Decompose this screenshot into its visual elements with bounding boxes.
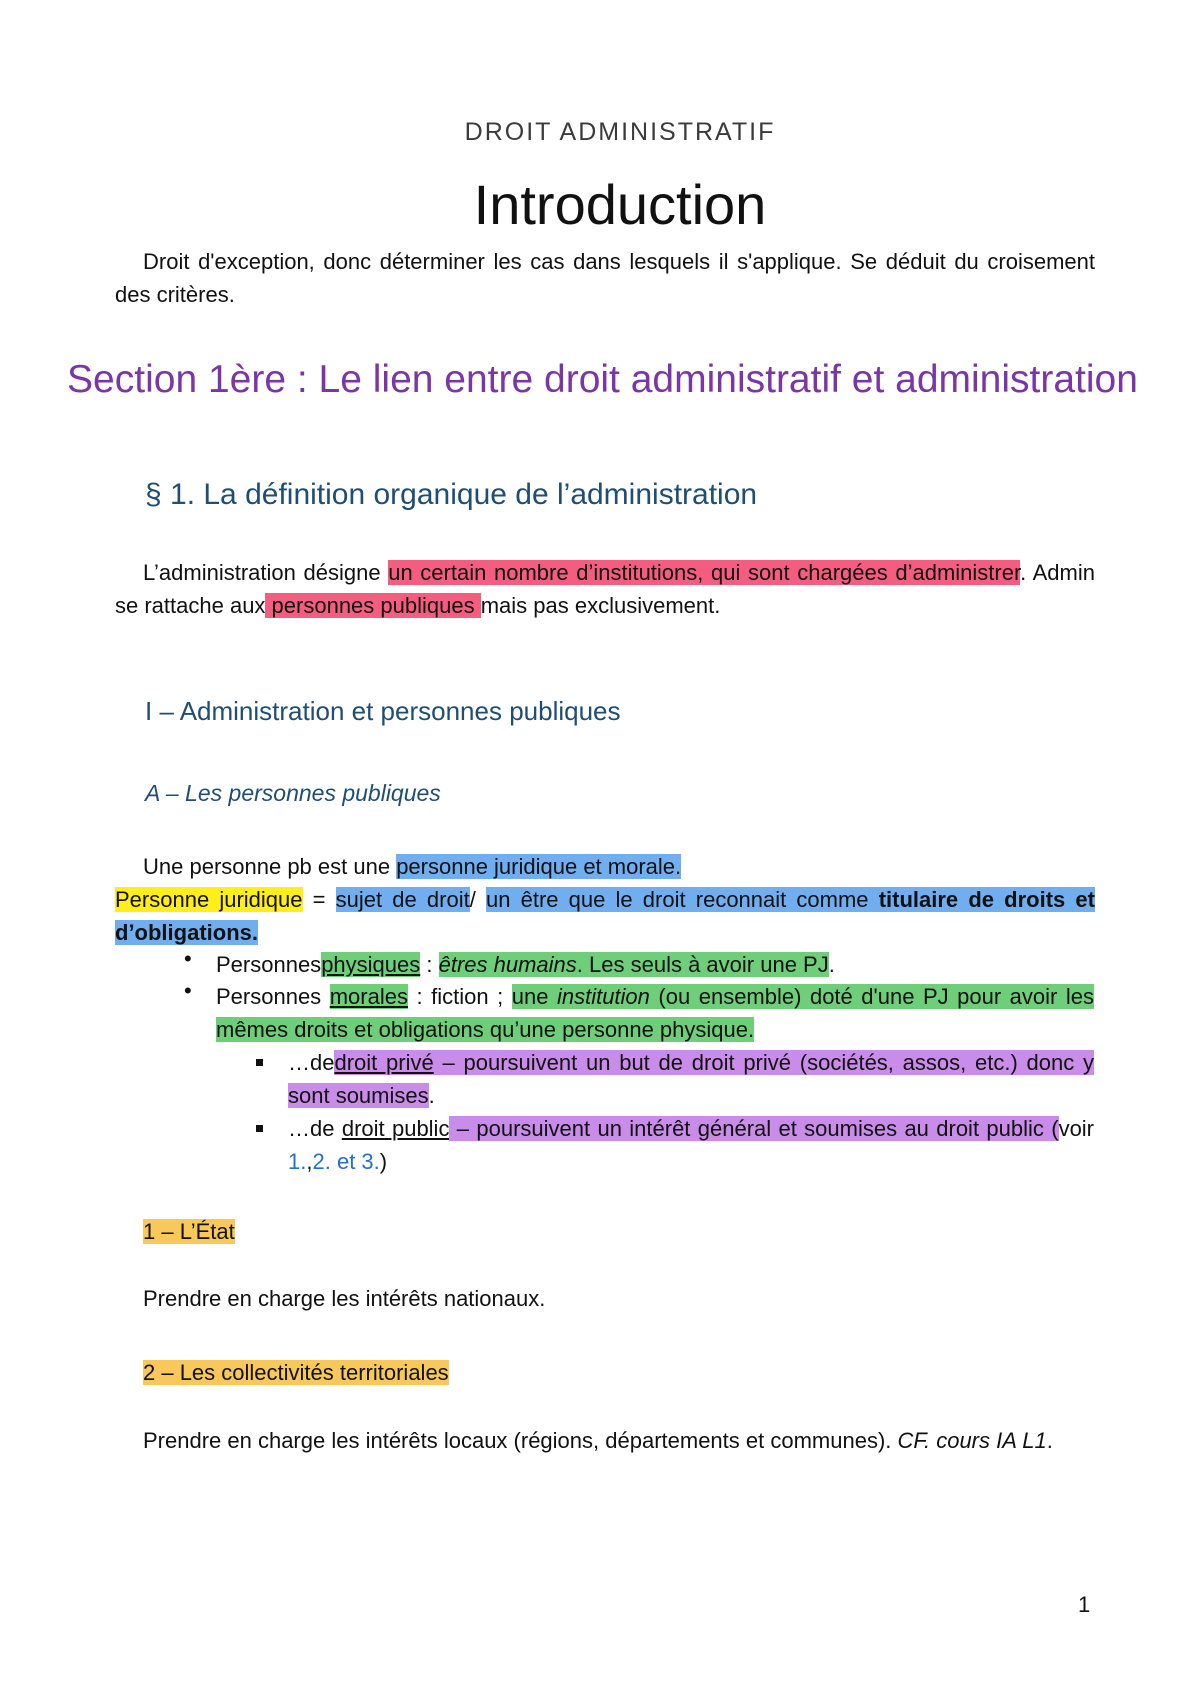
highlight-green: institution xyxy=(556,984,650,1009)
text-run: ) xyxy=(379,1149,388,1174)
part-heading: I – Administration et personnes publiques xyxy=(145,696,621,726)
collectivites-text xyxy=(115,1424,1095,1457)
text-run: Une personne pb est une xyxy=(143,854,397,879)
text-run: Personnes xyxy=(216,952,322,977)
bullet-dot-icon: • xyxy=(184,946,192,971)
highlight-orange: 1 – L’État xyxy=(143,1219,235,1244)
highlight-red: personnes publiques xyxy=(265,593,481,618)
text-run: …de xyxy=(288,1116,342,1141)
highlight-blue-bold: titulaire de droits et d’obligations. xyxy=(115,887,1095,945)
highlight-green: . Les seuls à avoir une PJ xyxy=(576,952,829,977)
highlight-blue: un être que le droit reconnait comme xyxy=(485,887,879,912)
bullet-dot-icon: • xyxy=(184,978,192,1003)
highlight-purple: droit privé xyxy=(334,1050,434,1075)
bullet-morales xyxy=(216,980,1094,1046)
highlight-green: physiques xyxy=(321,952,421,977)
text-run: L’administration désigne xyxy=(143,560,389,585)
document-label: DROIT ADMINISTRATIF xyxy=(464,118,776,146)
subheading-etat xyxy=(143,1217,235,1247)
highlight-green: êtres humains xyxy=(438,952,577,977)
text-run: mais pas exclusivement. xyxy=(480,593,721,618)
text-run: Prendre en charge les intérêts locaux (régions, départements et communes). xyxy=(143,1428,898,1453)
bullet-physiques xyxy=(216,948,1094,981)
paragraph-title: § 1. La définition organique de l’administration xyxy=(145,478,758,511)
bullet-square-icon xyxy=(256,1125,263,1132)
link-and: et xyxy=(330,1149,362,1174)
section-title: Section 1ère : Le lien entre droit administratif et administration xyxy=(67,358,1138,401)
link-2[interactable]: 2. xyxy=(312,1149,331,1174)
text-run: voir xyxy=(1058,1116,1095,1141)
link-3[interactable]: 3. xyxy=(361,1149,380,1174)
highlight-purple: – poursuivent un but de droit privé (sociétés, assos, etc.) donc y sont soumises xyxy=(288,1050,1095,1108)
personne-paragraph xyxy=(115,850,1095,949)
text-run: = xyxy=(302,887,336,912)
link-1[interactable]: 1. xyxy=(288,1149,307,1174)
text-run: : xyxy=(420,952,439,977)
reference-text: CF. cours IA L1 xyxy=(897,1428,1047,1453)
document-title: Introduction xyxy=(473,173,767,236)
text-run: . Admin se rattache aux xyxy=(115,560,1095,618)
text-run: …de xyxy=(288,1050,335,1075)
highlight-yellow: Personne juridique xyxy=(115,887,303,912)
intro-paragraph: Droit d'exception, donc déterminer les cas dans lesquels il s'applique. Se déduit du croisement des critères. xyxy=(115,249,1095,307)
highlight-red: un certain nombre d’institutions, qui sont chargées d’administrer xyxy=(388,560,1021,585)
text-run: / xyxy=(469,887,486,912)
bullet-droit-public xyxy=(288,1112,1094,1178)
underlined-text: droit public xyxy=(341,1116,450,1141)
highlight-purple: – poursuivent un intérêt général et soumises au droit public ( xyxy=(449,1116,1059,1141)
page-number: 1 xyxy=(1078,1592,1091,1617)
subsection-heading: A – Les personnes publiques xyxy=(145,780,441,806)
highlight-orange: 2 – Les collectivités territoriales xyxy=(143,1360,449,1385)
highlight-blue: personne juridique et morale. xyxy=(396,854,682,879)
text-run: . xyxy=(428,1083,435,1108)
text-run: Personnes xyxy=(216,984,330,1009)
bullet-droit-prive xyxy=(288,1046,1094,1112)
highlight-green: (ou ensemble) doté d'une PJ pour avoir les mêmes droits et obligations qu’une personne physique. xyxy=(216,984,1095,1042)
text-run: . xyxy=(828,952,835,977)
highlight-green: morales xyxy=(329,984,408,1009)
text-run: : fiction ; xyxy=(407,984,512,1009)
text-run: , xyxy=(306,1149,313,1174)
bullet-square-icon xyxy=(256,1059,263,1066)
highlight-green: une xyxy=(511,984,557,1009)
etat-text: Prendre en charge les intérêts nationaux. xyxy=(143,1286,546,1311)
highlight-blue: sujet de droit xyxy=(335,887,470,912)
subheading-collectivites xyxy=(143,1358,449,1388)
definition-paragraph xyxy=(115,556,1095,622)
text-run: . xyxy=(1046,1428,1053,1453)
